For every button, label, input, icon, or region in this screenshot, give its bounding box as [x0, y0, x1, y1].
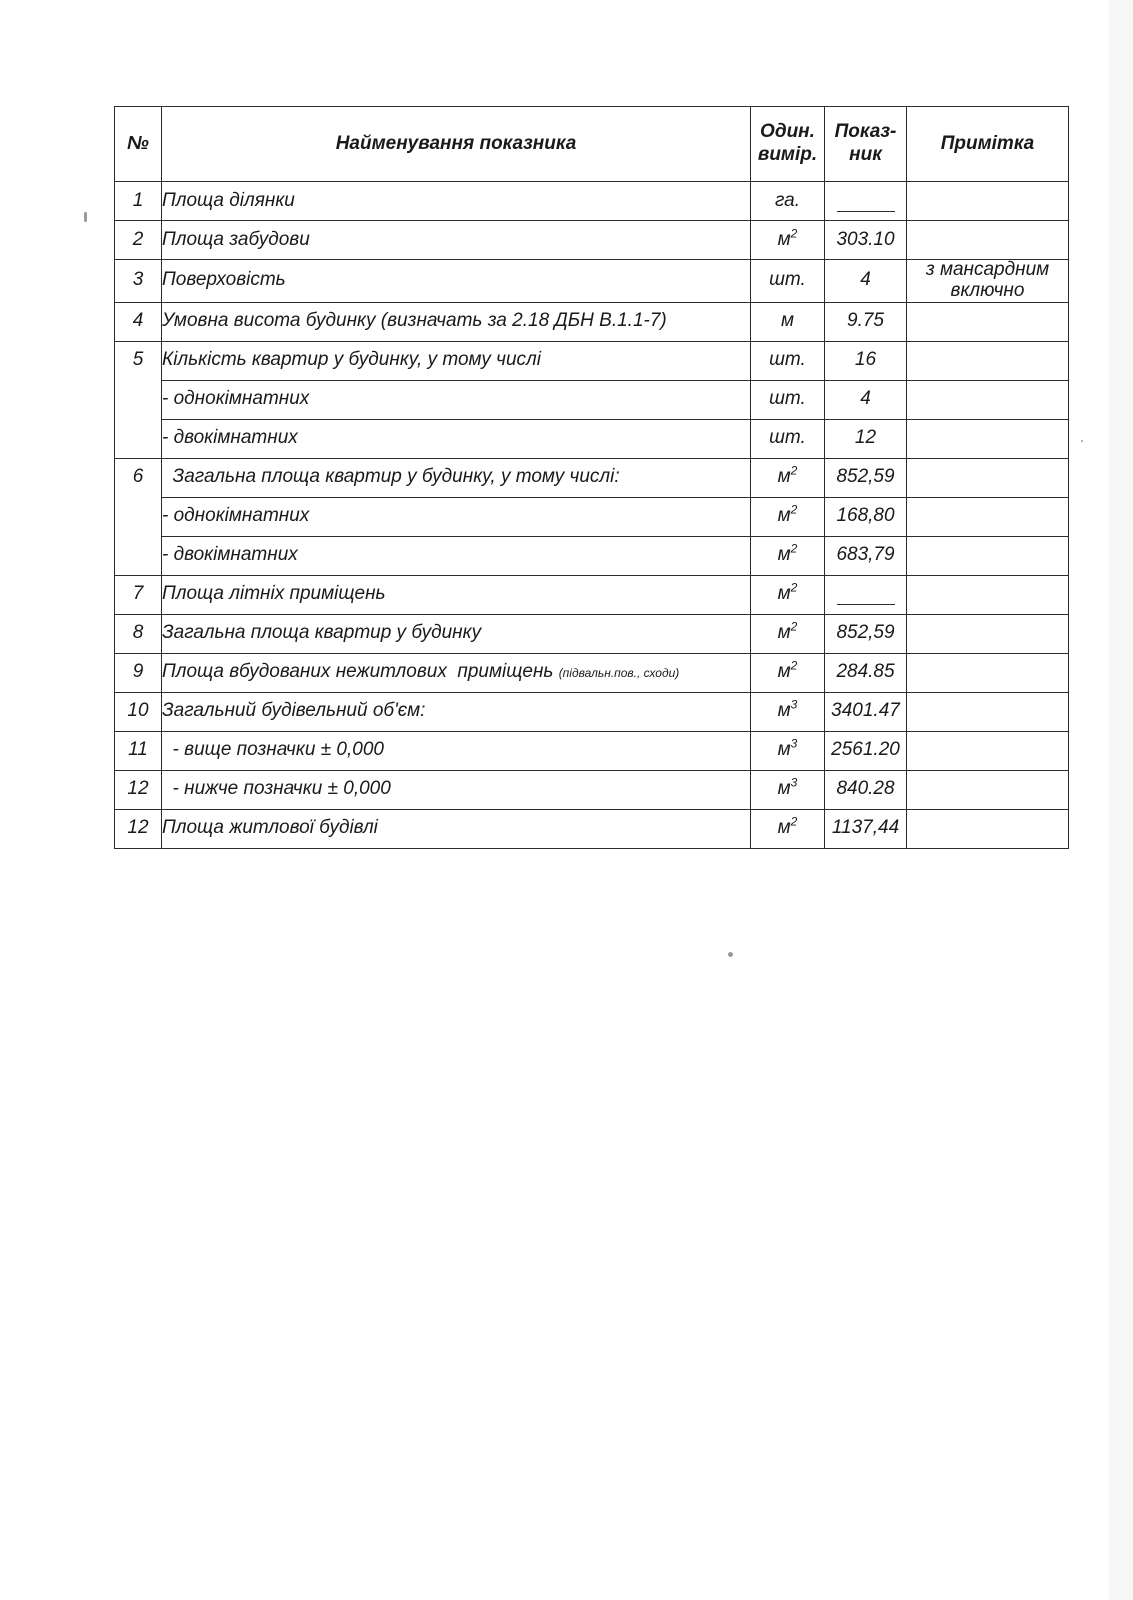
note-cell [907, 692, 1069, 731]
table-row [115, 614, 1069, 653]
unit-label: м [777, 817, 791, 839]
header-value-line2: ник [849, 144, 882, 165]
indicator-name-cell [162, 182, 751, 221]
row-number [115, 380, 162, 419]
unit-cell [751, 614, 825, 653]
unit-label: шт. [769, 427, 806, 449]
indicator-name-note: (підвальн.пов., сходи) [558, 666, 680, 681]
value-text: 303.10 [836, 228, 895, 250]
unit-exponent: 3 [790, 776, 798, 790]
indicator-name: Площа вбудованих нежитлових приміщень [162, 661, 554, 683]
row-number: 9 [115, 653, 162, 692]
row-number: 3 [115, 260, 162, 303]
unit-exponent: 2 [790, 503, 798, 517]
scan-speck [84, 212, 87, 222]
table-row [115, 302, 1069, 341]
value-text: 4 [860, 388, 871, 410]
unit-label: м [777, 661, 791, 683]
note-cell [907, 653, 1069, 692]
indicator-name: Умовна висота будинку (визначать за 2.18 ДБН В.1.1-7) [162, 310, 667, 332]
unit-cell [751, 341, 825, 380]
scan-speck [728, 952, 733, 957]
note-cell [907, 536, 1069, 575]
header-num: № [115, 107, 162, 182]
value-cell [825, 341, 907, 380]
indicator-name-cell [162, 302, 751, 341]
indicator-name: Загальний будівельний об'єм: [162, 700, 426, 722]
header-unit-line1: Один. [760, 121, 815, 143]
indicator-name-cell [162, 809, 751, 848]
unit-label: м [777, 544, 791, 566]
unit-exponent: 3 [790, 698, 798, 712]
note-cell [907, 731, 1069, 770]
value-cell [825, 575, 907, 614]
value-text: 852,59 [836, 466, 895, 488]
value-cell [825, 260, 907, 303]
unit-label: м [777, 622, 791, 644]
table-row [115, 182, 1069, 221]
indicator-name: - двокімнатних [162, 427, 298, 449]
value-text: 12 [854, 427, 877, 449]
note-cell [907, 182, 1069, 221]
table-row [115, 221, 1069, 260]
row-number [115, 497, 162, 536]
table-row [115, 260, 1069, 303]
row-number: 10 [115, 692, 162, 731]
header-unit [751, 107, 825, 182]
value-cell [825, 692, 907, 731]
row-number: 8 [115, 614, 162, 653]
note-line: з мансардним [925, 259, 1050, 280]
table-row [115, 536, 1069, 575]
table-row [115, 653, 1069, 692]
unit-label: шт. [769, 349, 806, 371]
table-row [115, 770, 1069, 809]
unit-exponent: 2 [790, 620, 798, 634]
value-cell [825, 809, 907, 848]
unit-cell [751, 770, 825, 809]
indicator-name-cell [162, 770, 751, 809]
table-header-row [115, 107, 1069, 182]
value-cell [825, 458, 907, 497]
value-text: 16 [854, 349, 877, 371]
value-text: 852,59 [836, 622, 895, 644]
row-number: 5 [115, 341, 162, 380]
value-text: 284.85 [836, 661, 895, 683]
unit-cell [751, 575, 825, 614]
unit-cell [751, 302, 825, 341]
note-cell [907, 614, 1069, 653]
table-row [115, 341, 1069, 380]
table-row [115, 692, 1069, 731]
indicator-name: Площа забудови [162, 228, 310, 250]
unit-exponent: 2 [790, 581, 798, 595]
unit-cell [751, 182, 825, 221]
unit-cell [751, 653, 825, 692]
unit-label: га. [774, 189, 800, 211]
value-cell [825, 221, 907, 260]
header-value-line1: Показ- [834, 121, 897, 143]
value-cell [825, 653, 907, 692]
value-cell [825, 731, 907, 770]
table-body [115, 182, 1069, 849]
indicator-name: Площа ділянки [162, 189, 295, 211]
note-cell [907, 221, 1069, 260]
indicator-name-cell [162, 260, 751, 303]
value-cell [825, 770, 907, 809]
value-cell [825, 302, 907, 341]
header-note: Примітка [907, 107, 1069, 182]
indicator-name: Загальна площа квартир у будинку, у тому числі: [162, 466, 620, 488]
row-number: 12 [115, 809, 162, 848]
header-unit-line2: вимір. [757, 144, 818, 165]
value-text: 4 [860, 269, 871, 291]
unit-cell [751, 692, 825, 731]
note-cell [907, 341, 1069, 380]
note-line: включно [950, 279, 1025, 301]
row-number: 6 [115, 458, 162, 497]
unit-cell [751, 497, 825, 536]
indicator-name: - однокімнатних [162, 388, 310, 410]
row-number [115, 419, 162, 458]
indicator-name: - вище позначки ± 0,000 [162, 739, 384, 761]
unit-label: м [780, 310, 795, 332]
table-row [115, 419, 1069, 458]
indicator-name: - однокімнатних [162, 505, 310, 527]
value-text: 9.75 [847, 310, 884, 332]
value-text: 3401.47 [831, 700, 900, 722]
unit-label: шт. [769, 388, 806, 410]
note-cell [907, 575, 1069, 614]
indicators-table [114, 106, 1069, 849]
indicator-name-cell [162, 341, 751, 380]
unit-exponent: 2 [790, 464, 798, 478]
indicator-name-cell [162, 419, 751, 458]
value-cell [825, 614, 907, 653]
header-value [825, 107, 907, 182]
note-cell [907, 809, 1069, 848]
table-row [115, 575, 1069, 614]
value-text: 840.28 [836, 778, 895, 800]
row-number: 4 [115, 302, 162, 341]
note-cell [907, 770, 1069, 809]
value-text: 2561.20 [831, 739, 900, 761]
unit-label: м [777, 778, 791, 800]
indicator-name-cell [162, 653, 751, 692]
unit-exponent: 3 [790, 737, 798, 751]
indicator-name-cell [162, 731, 751, 770]
header-name: Найменування показника [162, 107, 751, 182]
scan-edge [1109, 0, 1133, 1600]
indicator-name: Площа літніх приміщень [162, 583, 386, 605]
unit-cell [751, 809, 825, 848]
unit-cell [751, 731, 825, 770]
note-cell [907, 497, 1069, 536]
indicator-name: Загальна площа квартир у будинку [162, 622, 482, 644]
indicator-name-cell [162, 692, 751, 731]
unit-cell [751, 419, 825, 458]
row-number: 7 [115, 575, 162, 614]
indicator-name: Поверховість [162, 269, 286, 291]
unit-exponent: 2 [790, 226, 798, 241]
value-cell [825, 182, 907, 221]
indicator-name: Кількість квартир у будинку, у тому числі [162, 349, 541, 371]
value-cell [825, 497, 907, 536]
unit-cell [751, 380, 825, 419]
empty-value-dash [837, 211, 895, 212]
unit-label: м [777, 228, 791, 250]
indicator-name-cell [162, 221, 751, 260]
table-row [115, 731, 1069, 770]
indicator-name-cell [162, 614, 751, 653]
unit-label: м [777, 700, 791, 722]
table-row [115, 458, 1069, 497]
row-number: 1 [115, 182, 162, 221]
indicator-name-cell [162, 536, 751, 575]
indicator-name-cell [162, 497, 751, 536]
value-text: 1137,44 [831, 817, 900, 839]
note-cell [907, 458, 1069, 497]
scan-speck [1081, 440, 1083, 442]
value-text: 168,80 [836, 505, 895, 527]
row-number: 11 [115, 731, 162, 770]
indicator-name-cell [162, 575, 751, 614]
note-cell [907, 260, 1069, 303]
row-number: 12 [115, 770, 162, 809]
unit-exponent: 2 [790, 659, 798, 673]
note-cell [907, 419, 1069, 458]
table-row [115, 497, 1069, 536]
row-number: 2 [115, 221, 162, 260]
indicator-name: - нижче позначки ± 0,000 [162, 778, 391, 800]
value-cell [825, 380, 907, 419]
unit-cell [751, 536, 825, 575]
unit-cell [751, 458, 825, 497]
unit-label: м [777, 583, 791, 605]
unit-exponent: 2 [790, 542, 798, 556]
unit-exponent: 2 [790, 815, 798, 829]
empty-value-dash [837, 604, 895, 605]
table-row [115, 809, 1069, 848]
note-cell [907, 302, 1069, 341]
value-cell [825, 536, 907, 575]
note-cell [907, 380, 1069, 419]
indicator-name: Площа житлової будівлі [162, 817, 378, 839]
value-text: 683,79 [836, 544, 895, 566]
indicator-name: - двокімнатних [162, 544, 298, 566]
row-number [115, 536, 162, 575]
indicator-name-cell [162, 380, 751, 419]
unit-cell [751, 221, 825, 260]
unit-label: м [777, 466, 791, 488]
unit-cell [751, 260, 825, 303]
unit-label: шт. [769, 269, 806, 291]
table-row [115, 380, 1069, 419]
unit-label: м [777, 505, 791, 527]
indicator-name-cell [162, 458, 751, 497]
unit-label: м [777, 739, 791, 761]
value-cell [825, 419, 907, 458]
